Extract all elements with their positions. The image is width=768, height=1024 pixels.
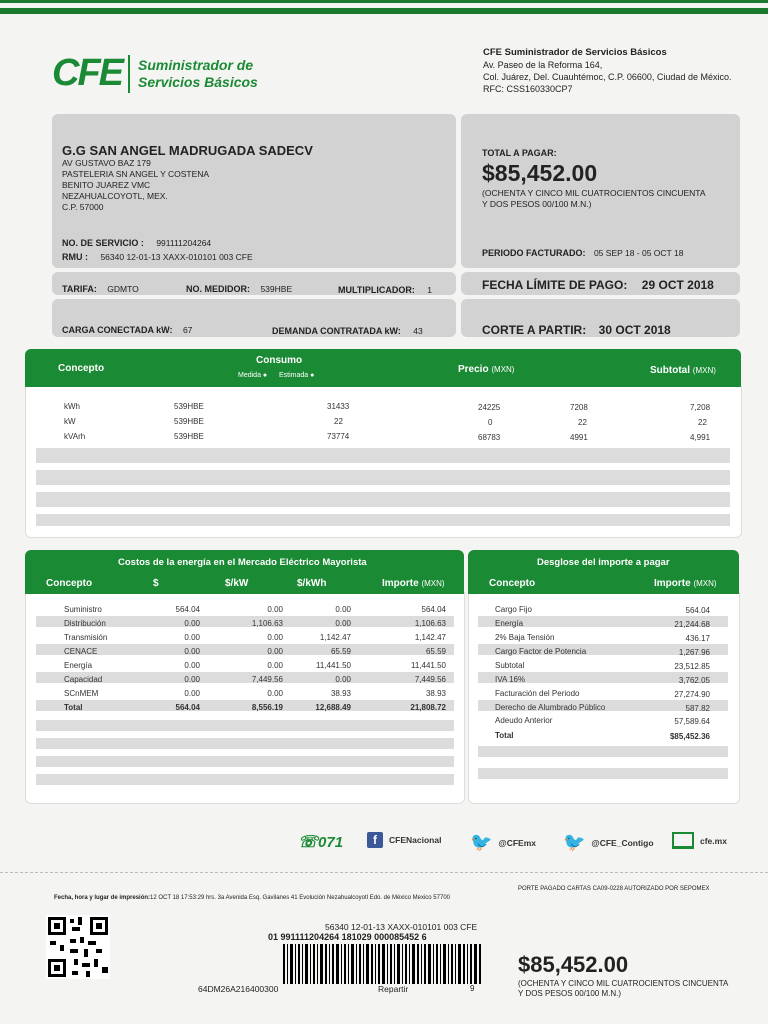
stub-amount: $85,452.00 [518, 952, 629, 977]
customer-address: AV GUSTAVO BAZ 179 PASTELERIA SN ANGEL Y COSTENA BENITO JUAREZ VMC NEZAHUALCOYOTL, MEX. C.P. 57000 [62, 158, 210, 212]
multiplicador: MULTIPLICADOR: 1 [338, 285, 433, 295]
twitter-icon: 🐦 [470, 832, 493, 852]
tarifa: TARIFA: GDMTO [62, 284, 139, 294]
total-label: TOTAL A PAGAR: [482, 148, 557, 158]
col-concepto: Concepto [58, 363, 105, 374]
total-words: (OCHENTA Y CINCO MIL CUATROCIENTOS CINCUENTA Y DOS PESOS 00/100 M.N.) [482, 188, 706, 209]
rmu: RMU : 56340 12-01-13 XAXX-010101 003 CFE [62, 252, 253, 262]
total-amount: $85,452.00 [482, 160, 598, 186]
demanda-contratada: DEMANDA CONTRATADA kW: 43 [272, 326, 423, 336]
medidor: NO. MEDIDOR: 539HBE [186, 284, 293, 294]
phone-icon: ☏ [298, 834, 319, 851]
print-info: Fecha, hora y lugar de impresión:12 OCT 18 17:53:29 hrs. 3a Avenida Esq. Gavilanes 41 Evolución Nezahualcoyotl Edo. de México Mexico 57700 [54, 895, 450, 901]
postage-note: PORTE PAGADO CARTAS CA09-0228 AUTORIZADO POR SEPOMEX [518, 886, 710, 892]
col-estimada: Estimada ● [279, 372, 315, 379]
col-precio: Precio (MXN) [458, 364, 515, 375]
stub-reparto: Repartir [378, 984, 409, 994]
carga-conectada: CARGA CONECTADA kW: 67 [62, 325, 193, 335]
costs-title: Costos de la energía en el Mercado Eléctrico Mayorista [118, 557, 367, 568]
facebook-icon: f [367, 832, 383, 848]
stub-amount-words: (OCHENTA Y CINCO MIL CUATROCIENTOS CINCUENTA Y DOS PESOS 00/100 M.N.) [518, 979, 728, 998]
top-green-border [0, 0, 768, 14]
twitter-link-contigo[interactable]: 🐦 @CFE_Contigo [563, 832, 654, 852]
barcode [283, 944, 483, 984]
customer-name: G.G SAN ANGEL MADRUGADA SADECV [62, 143, 313, 158]
qr-code [46, 915, 110, 979]
logo-subtitle: Suministrador de Servicios Básicos [138, 56, 258, 90]
col-medida: Medida ● [238, 372, 268, 379]
billing-period: PERIODO FACTURADO: 05 SEP 18 - 05 OCT 18 [482, 248, 684, 258]
phone-071[interactable]: ☏ 071 [298, 833, 344, 851]
twitter-link-cfemx[interactable]: 🐦 @CFEmx [470, 832, 536, 852]
col-consumo: Consumo [256, 355, 303, 366]
barcode-text: 01 991111204264 181029 000085452 6 [268, 932, 427, 942]
cfe-logo [52, 52, 258, 95]
consumption-header [25, 349, 741, 387]
stub-code: 64DM26A216400300 [198, 984, 279, 994]
stub-rmu: 56340 12-01-13 XAXX-010101 003 CFE [325, 922, 478, 932]
issuer-info: CFE Suministrador de Servicios Básicos Av. Paseo de la Reforma 164, Col. Juárez, Del. Cuauhtémoc, C.P. 06600, Ciudad de México. RFC: CSS160330CP7 [483, 47, 732, 94]
due-date: FECHA LÍMITE DE PAGO: 29 OCT 2018 [482, 278, 714, 292]
stub-page: 9 [470, 984, 475, 993]
twitter-icon: 🐦 [563, 832, 586, 852]
col-subtotal: Subtotal (MXN) [650, 365, 716, 376]
cut-date: CORTE A PARTIR: 30 OCT 2018 [482, 323, 671, 337]
service-number: NO. DE SERVICIO : 991111204264 [62, 238, 212, 248]
breakdown-title: Desglose del importe a pagar [537, 557, 670, 568]
logo-mark: CFE [52, 52, 122, 94]
facebook-link[interactable]: f CFENacional [367, 832, 441, 848]
web-link[interactable]: cfe.mx [672, 832, 727, 849]
monitor-icon [672, 832, 694, 849]
